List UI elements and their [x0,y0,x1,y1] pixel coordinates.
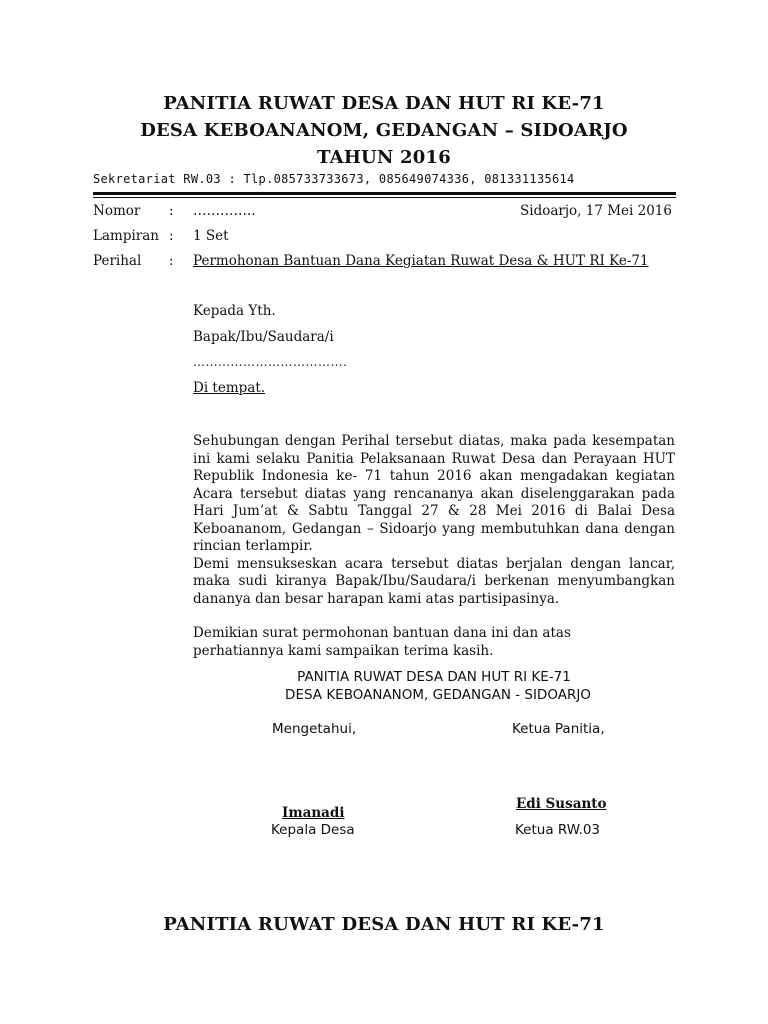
recipient-name: Bapak/Ibu/Saudara/i [193,329,334,345]
letter-body [193,433,675,660]
header-divider-thick [93,192,676,195]
nomor-value: ………….. [193,203,256,219]
body-paragraph-3: Demikian surat permohonan bantuan dana ini dan atas perhatiannya kami sampaikan terima kasih. [193,625,571,659]
right-signer-title: Ketua RW.03 [515,822,601,838]
lampiran-colon: : [169,228,174,244]
perihal-value: Permohonan Bantuan Dana Kegiatan Ruwat Desa & HUT RI Ke-71 [193,253,649,269]
left-signer-title: Kepala Desa [271,822,355,838]
signature-org-line2: DESA KEBOANANOM, GEDANGAN - SIDOARJO [285,687,591,703]
recipient-greeting: Kepada Yth. [193,303,276,319]
body-paragraph-2: Demi mensukseskan acara tersebut diatas berjalan dengan lancar, maka sudi kiranya Bapak/Ibu/Saudara/i berkenan menyumbangkan dananya dan besar harapan kami atas partisipasinya. [193,555,675,607]
place-date: Sidoarjo, 17 Mei 2016 [520,203,672,219]
recipient-location: Di tempat. [193,380,266,396]
perihal-label: Perihal [93,253,142,269]
lampiran-label: Lampiran [93,228,159,244]
nomor-label: Nomor [93,203,141,219]
left-signer-name: Imanadi [282,805,345,821]
letterhead-year: TAHUN 2016 [317,147,451,168]
lampiran-value: 1 Set [193,228,229,244]
left-signer-role: Mengetahui, [272,721,357,737]
right-signer-name: Edi Susanto [516,796,607,812]
right-signer-role: Ketua Panitia, [512,721,605,737]
body-paragraph-1: Sehubungan dengan Perihal tersebut diatas, maka pada kesempatan ini kami selaku Panitia Pelaksanaan Ruwat Desa dan Perayaan HUT Republik Indonesia ke- 71 tahun 2016 akan mengadakan kegiatan Acara tersebut diatas yang rencananya akan diselenggarakan pada Hari Jum’at & Sabtu Tanggal 27 & 28 Mei 2016 di Balai Desa Keboananom, Gedangan – Sidoarjo yang membutuhkan dana dengan rincian terlampir. [193,433,675,554]
header-divider-thin [93,197,676,198]
secretariat-contact: Sekretariat RW.03 : Tlp.085733733673, 085649074336, 081331135614 [93,172,575,186]
perihal-colon: : [169,253,174,269]
letterhead-address: DESA KEBOANANOM, GEDANGAN – SIDOARJO [140,120,628,141]
nomor-colon: : [169,203,174,219]
recipient-blank-line: ………………………………. [193,355,348,369]
next-page-title: PANITIA RUWAT DESA DAN HUT RI KE-71 [163,914,605,935]
signature-org-line1: PANITIA RUWAT DESA DAN HUT RI KE-71 [297,669,571,685]
letterhead-title: PANITIA RUWAT DESA DAN HUT RI KE-71 [163,93,605,114]
